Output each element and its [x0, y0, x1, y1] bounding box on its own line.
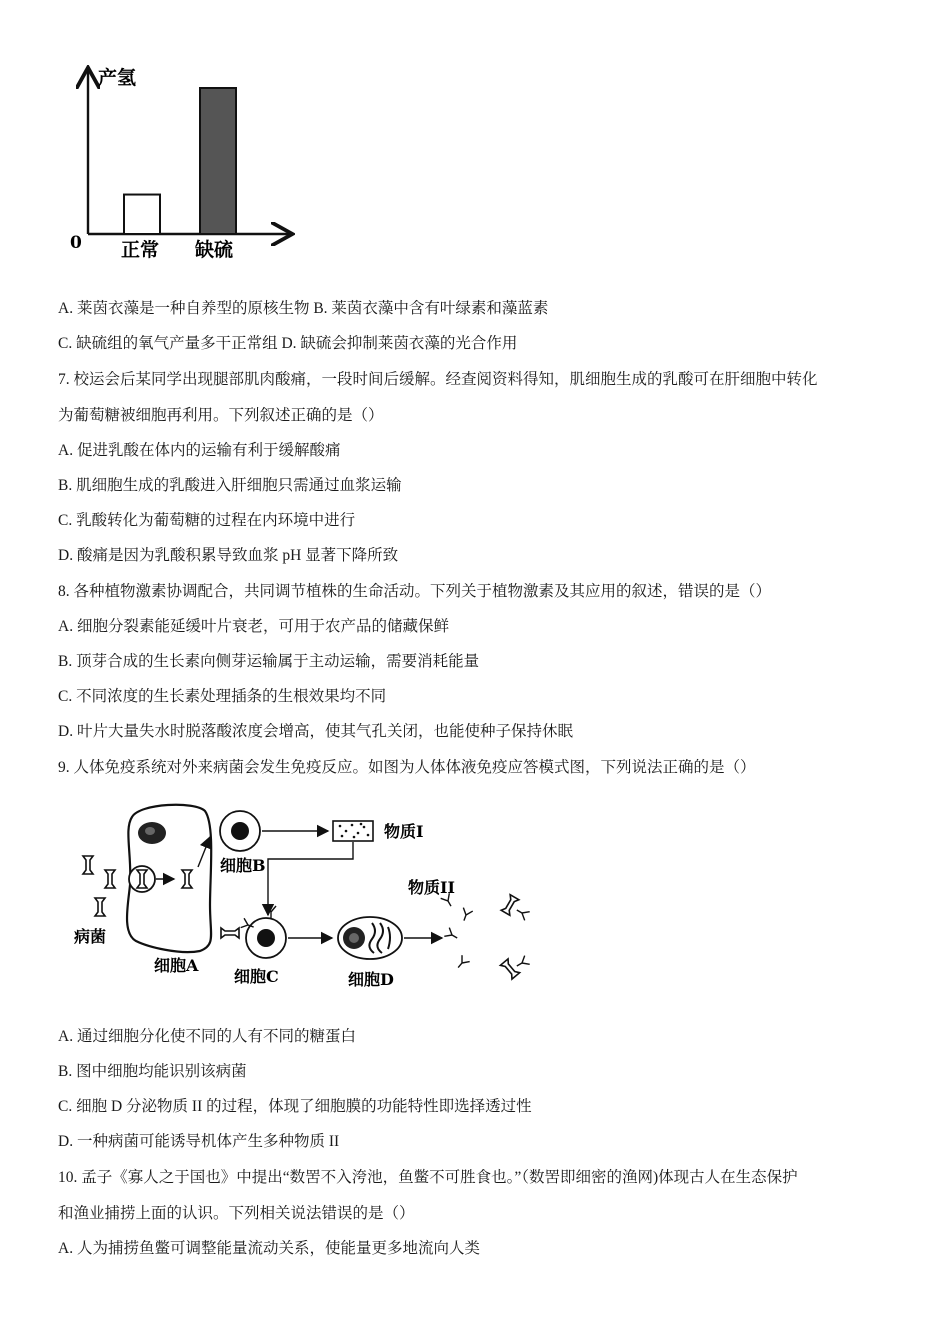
substance-1-box [333, 821, 373, 841]
q9-option-d: D. 一种病菌可能诱导机体产生多种物质 II [58, 1133, 340, 1150]
pathogen-label: 病菌 [74, 927, 107, 946]
x-tick-label-normal: 正常 [121, 239, 160, 261]
substance-1-label: 物质Ⅰ [384, 822, 424, 841]
q7-stem-line2: 为葡萄糖被细胞再利用。下列叙述正确的是（） [58, 407, 384, 424]
q10-stem-line2: 和渔业捕捞上面的认识。下列相关说法错误的是（） [58, 1205, 415, 1222]
hydrogen-bar-chart [60, 58, 300, 268]
q7-option-b: B. 肌细胞生成的乳酸进入肝细胞只需通过血浆运输 [58, 477, 402, 494]
q8-option-d: D. 叶片大量失水时脱落酸浓度会增高，使其气孔关闭，也能使种子保持休眠 [58, 723, 573, 740]
substance-2-label: 物质ⅠⅠ [408, 878, 455, 897]
q8-stem: 8. 各种植物激素协调配合，共同调节植株的生命活动。下列关于植物激素及其应用的叙述，错误的是（） [58, 583, 772, 600]
humoral-immunity-diagram [70, 795, 540, 995]
origin-label: 0 [70, 233, 82, 253]
q8-option-c: C. 不同浓度的生长素处理插条的生根效果均不同 [58, 688, 387, 705]
q10-option-a: A. 人为捕捞鱼鳖可调整能量流动关系，使能量更多地流向人类 [58, 1240, 480, 1257]
antibody-icons [441, 893, 473, 971]
q7-option-d: D. 酸痛是因为乳酸积累导致血浆 pH 显著下降所致 [58, 547, 399, 564]
cell-a-label: 细胞A [154, 956, 199, 975]
bar-sulfur-deficient [200, 88, 236, 234]
q10-stem-line1: 10. 孟子《寡人之于国也》中提出“数罟不入洿池，鱼鳖不可胜食也。”（数罟即细密的渔网)体现古人在生态保护 [58, 1169, 798, 1186]
q9-option-c: C. 细胞 D 分泌物质 II 的过程，体现了细胞膜的功能特性即选择透过性 [58, 1098, 532, 1115]
q9-option-a: A. 通过细胞分化使不同的人有不同的糖蛋白 [58, 1028, 356, 1045]
q9-option-b: B. 图中细胞均能识别该病菌 [58, 1063, 247, 1080]
x-tick-label-sulfur-deficient: 缺硫 [195, 239, 234, 261]
q9-stem: 9. 人体免疫系统对外来病菌会发生免疫反应。如图为人体体液免疫应答模式图，下列说法正确的是（） [58, 759, 756, 776]
pathogen-icon [83, 856, 115, 916]
cell-b-label: 细胞B [220, 856, 266, 875]
q8-option-b: B. 顶芽合成的生长素向侧芽运输属于主动运输，需要消耗能量 [58, 653, 480, 670]
q8-option-a: A. 细胞分裂素能延缓叶片衰老，可用于农产品的储藏保鲜 [58, 618, 449, 635]
antibody-antigen-complex-icon [500, 895, 529, 979]
cell-c-label: 细胞C [234, 967, 279, 986]
q7-option-a: A. 促进乳酸在体内的运输有利于缓解酸痛 [58, 442, 341, 459]
bar-normal [124, 195, 160, 234]
cell-d-label: 细胞D [348, 970, 394, 989]
q6-options-ab: A. 莱茵衣藻是一种自养型的原核生物 B. 莱茵衣藻中含有叶绿素和藻蓝素 [58, 300, 549, 317]
q7-stem-line1: 7. 校运会后某同学出现腿部肌肉酸痛，一段时间后缓解。经查阅资料得知，肌细胞生成的乳酸可在肝细胞中转化 [58, 371, 818, 388]
q7-option-c: C. 乳酸转化为葡萄糖的过程在内环境中进行 [58, 512, 356, 529]
q6-options-cd: C. 缺硫组的氧气产量多干正常组 D. 缺硫会抑制莱茵衣藻的光合作用 [58, 335, 518, 352]
y-axis-label: 产氢 [98, 67, 137, 89]
